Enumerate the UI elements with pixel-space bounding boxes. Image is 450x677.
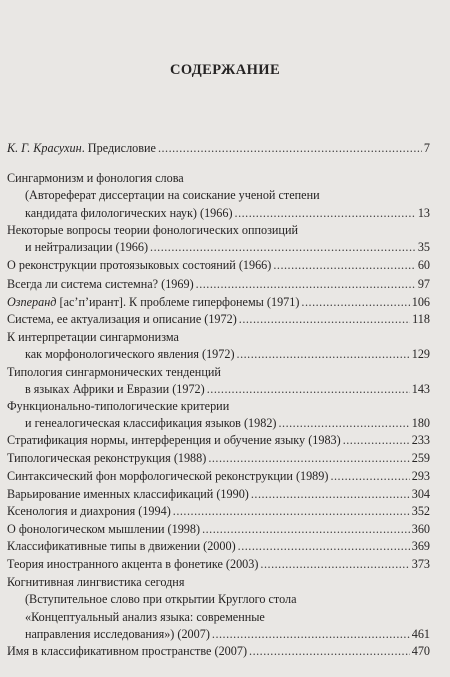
toc-entry-line [25,205,430,221]
toc-entry-title: в языках Африки и Евразии (1972) [25,382,205,397]
toc-entry-title: и генеалогическая классификация языков (1982) [25,416,277,431]
page-number: 106 [411,295,430,309]
toc-entry-title: Сингармонизм и фонология слова [7,171,184,185]
dot-leader [173,503,410,519]
page-number: 304 [411,487,430,501]
toc-entry-line [7,538,430,554]
toc-entry-line [7,276,430,292]
toc-entry-line [7,170,184,186]
toc-entry-title: Типология сингармонических тенденций [7,365,221,379]
page-number: 233 [411,433,430,447]
toc-italic-term: Озперанд [7,295,57,309]
page-number: 293 [411,469,430,483]
page-number: 60 [417,258,430,272]
toc-entry-line [7,432,430,448]
page-number: 118 [412,312,430,326]
page-number: 129 [411,347,430,362]
dot-leader [239,311,410,327]
toc-entry-line [25,609,265,625]
toc-entry-line [7,521,430,537]
dot-leader [237,346,410,362]
page-number: 7 [423,141,430,155]
toc-entry-line [25,187,320,203]
page-number: 259 [411,451,430,465]
toc-entry-line [7,450,430,466]
toc-entry-line [25,239,430,255]
toc-entry-title: Система, ее актуализация и описание (1972) [7,312,237,326]
toc-entry-line [7,503,430,519]
dot-leader [273,257,415,273]
toc-entry-title: направления исследования») (2007) [25,627,210,642]
dot-leader [260,556,409,572]
toc-entry-title: Функционально-типологические критерии [7,399,230,413]
dot-leader [251,486,410,502]
page-number: 13 [417,205,430,220]
toc-entry-title: О реконструкции протоязыковых состояний (1966) [7,258,272,272]
dot-leader [330,468,409,484]
dot-leader [202,521,410,537]
toc-entry-line [25,626,430,642]
toc-entry-title: Предисловие [87,141,156,155]
toc-author: К. Г. Красухин [7,141,82,155]
page-number: 461 [411,627,430,642]
toc-entry-title: Варьирование именных классификаций (1990) [7,487,249,501]
page-number: 373 [411,557,430,571]
toc-entry-line [7,574,184,590]
toc-entry-title: Всегда ли система системна? (1969) [7,277,194,291]
dot-leader [278,415,409,431]
dot-leader [238,538,410,554]
toc-entry-title: Стратификация нормы, интерференция и обучение языку (1983) [7,433,341,447]
toc-entry-line [25,346,430,362]
toc-entry-title: [ас’п’ирант]. К проблеме гиперфонемы (1971) [59,295,300,309]
toc-entry-title: Типологическая реконструкция (1988) [7,451,207,465]
toc-entry-title: Некоторые вопросы теории фонологических оппозиций [7,223,298,237]
toc-entry-line [7,311,430,327]
dot-leader [150,239,416,255]
toc-entry-line [7,364,221,380]
toc-entry-line [25,381,430,397]
dot-leader [249,643,410,659]
toc-entry-title: как морфонологического явления (1972) [25,347,235,362]
page-number: 352 [411,504,430,518]
page-number: 97 [417,277,430,291]
toc-entry-line [7,398,229,414]
dot-leader [207,381,410,397]
page-number: 369 [411,539,430,553]
page-number: 180 [411,416,430,431]
toc-entry-line [7,556,430,572]
dot-leader [301,294,409,310]
dot-leader [343,432,410,448]
toc-entry-line [7,486,430,502]
page-title: СОДЕРЖАНИЕ [169,62,281,78]
toc-entry-line [7,294,430,310]
toc-entry-title: Синтаксический фон морфологической реконструкции (1989) [7,469,329,483]
toc-entry-title: О фонологическом мышлении (1998) [7,522,201,536]
toc-entry-line [7,329,179,345]
dot-leader [208,450,409,466]
page-number: 35 [417,240,430,255]
toc-entry-title: кандидата филологических наук) (1966) [25,205,233,220]
page-number: 143 [411,382,430,397]
dot-leader [212,626,410,642]
toc-entry-title: К интерпретации сингармонизма [7,330,179,344]
toc-entry-title: Имя в классификативном пространстве (2007) [7,644,248,658]
toc-entry-title: и нейтрализации (1966) [25,240,149,255]
toc-entry-line [7,643,430,659]
toc-entry-line [7,222,298,238]
toc-entry-title: Классификативные типы в движении (2000) [7,539,236,553]
toc-entry-line [25,591,297,607]
dot-leader [196,276,416,292]
dot-leader [158,140,422,156]
toc-entry-line [7,257,430,273]
toc-entry-line [25,415,430,431]
toc-entry-title: Когнитивная лингвистика сегодня [7,575,185,589]
toc-entry-title: (Вступительное слово при открытии Круглого стола [25,592,297,607]
page-number: 360 [411,522,430,536]
toc-entry-title: Ксенология и диахрония (1994) [7,504,171,518]
page-number: 470 [411,644,430,658]
dot-leader [235,205,416,221]
toc-entry-line [7,468,430,484]
toc-entry-title: (Автореферат диссертации на соискание ученой степени [25,188,320,203]
toc-entry-title: Теория иностранного акцента в фонетике (2003) [7,557,259,571]
toc-entry-line: К. Г. Красухин. Предисловие ..... 7 [7,140,430,156]
toc-entry-title: «Концептуальный анализ языка: современные [25,609,265,624]
